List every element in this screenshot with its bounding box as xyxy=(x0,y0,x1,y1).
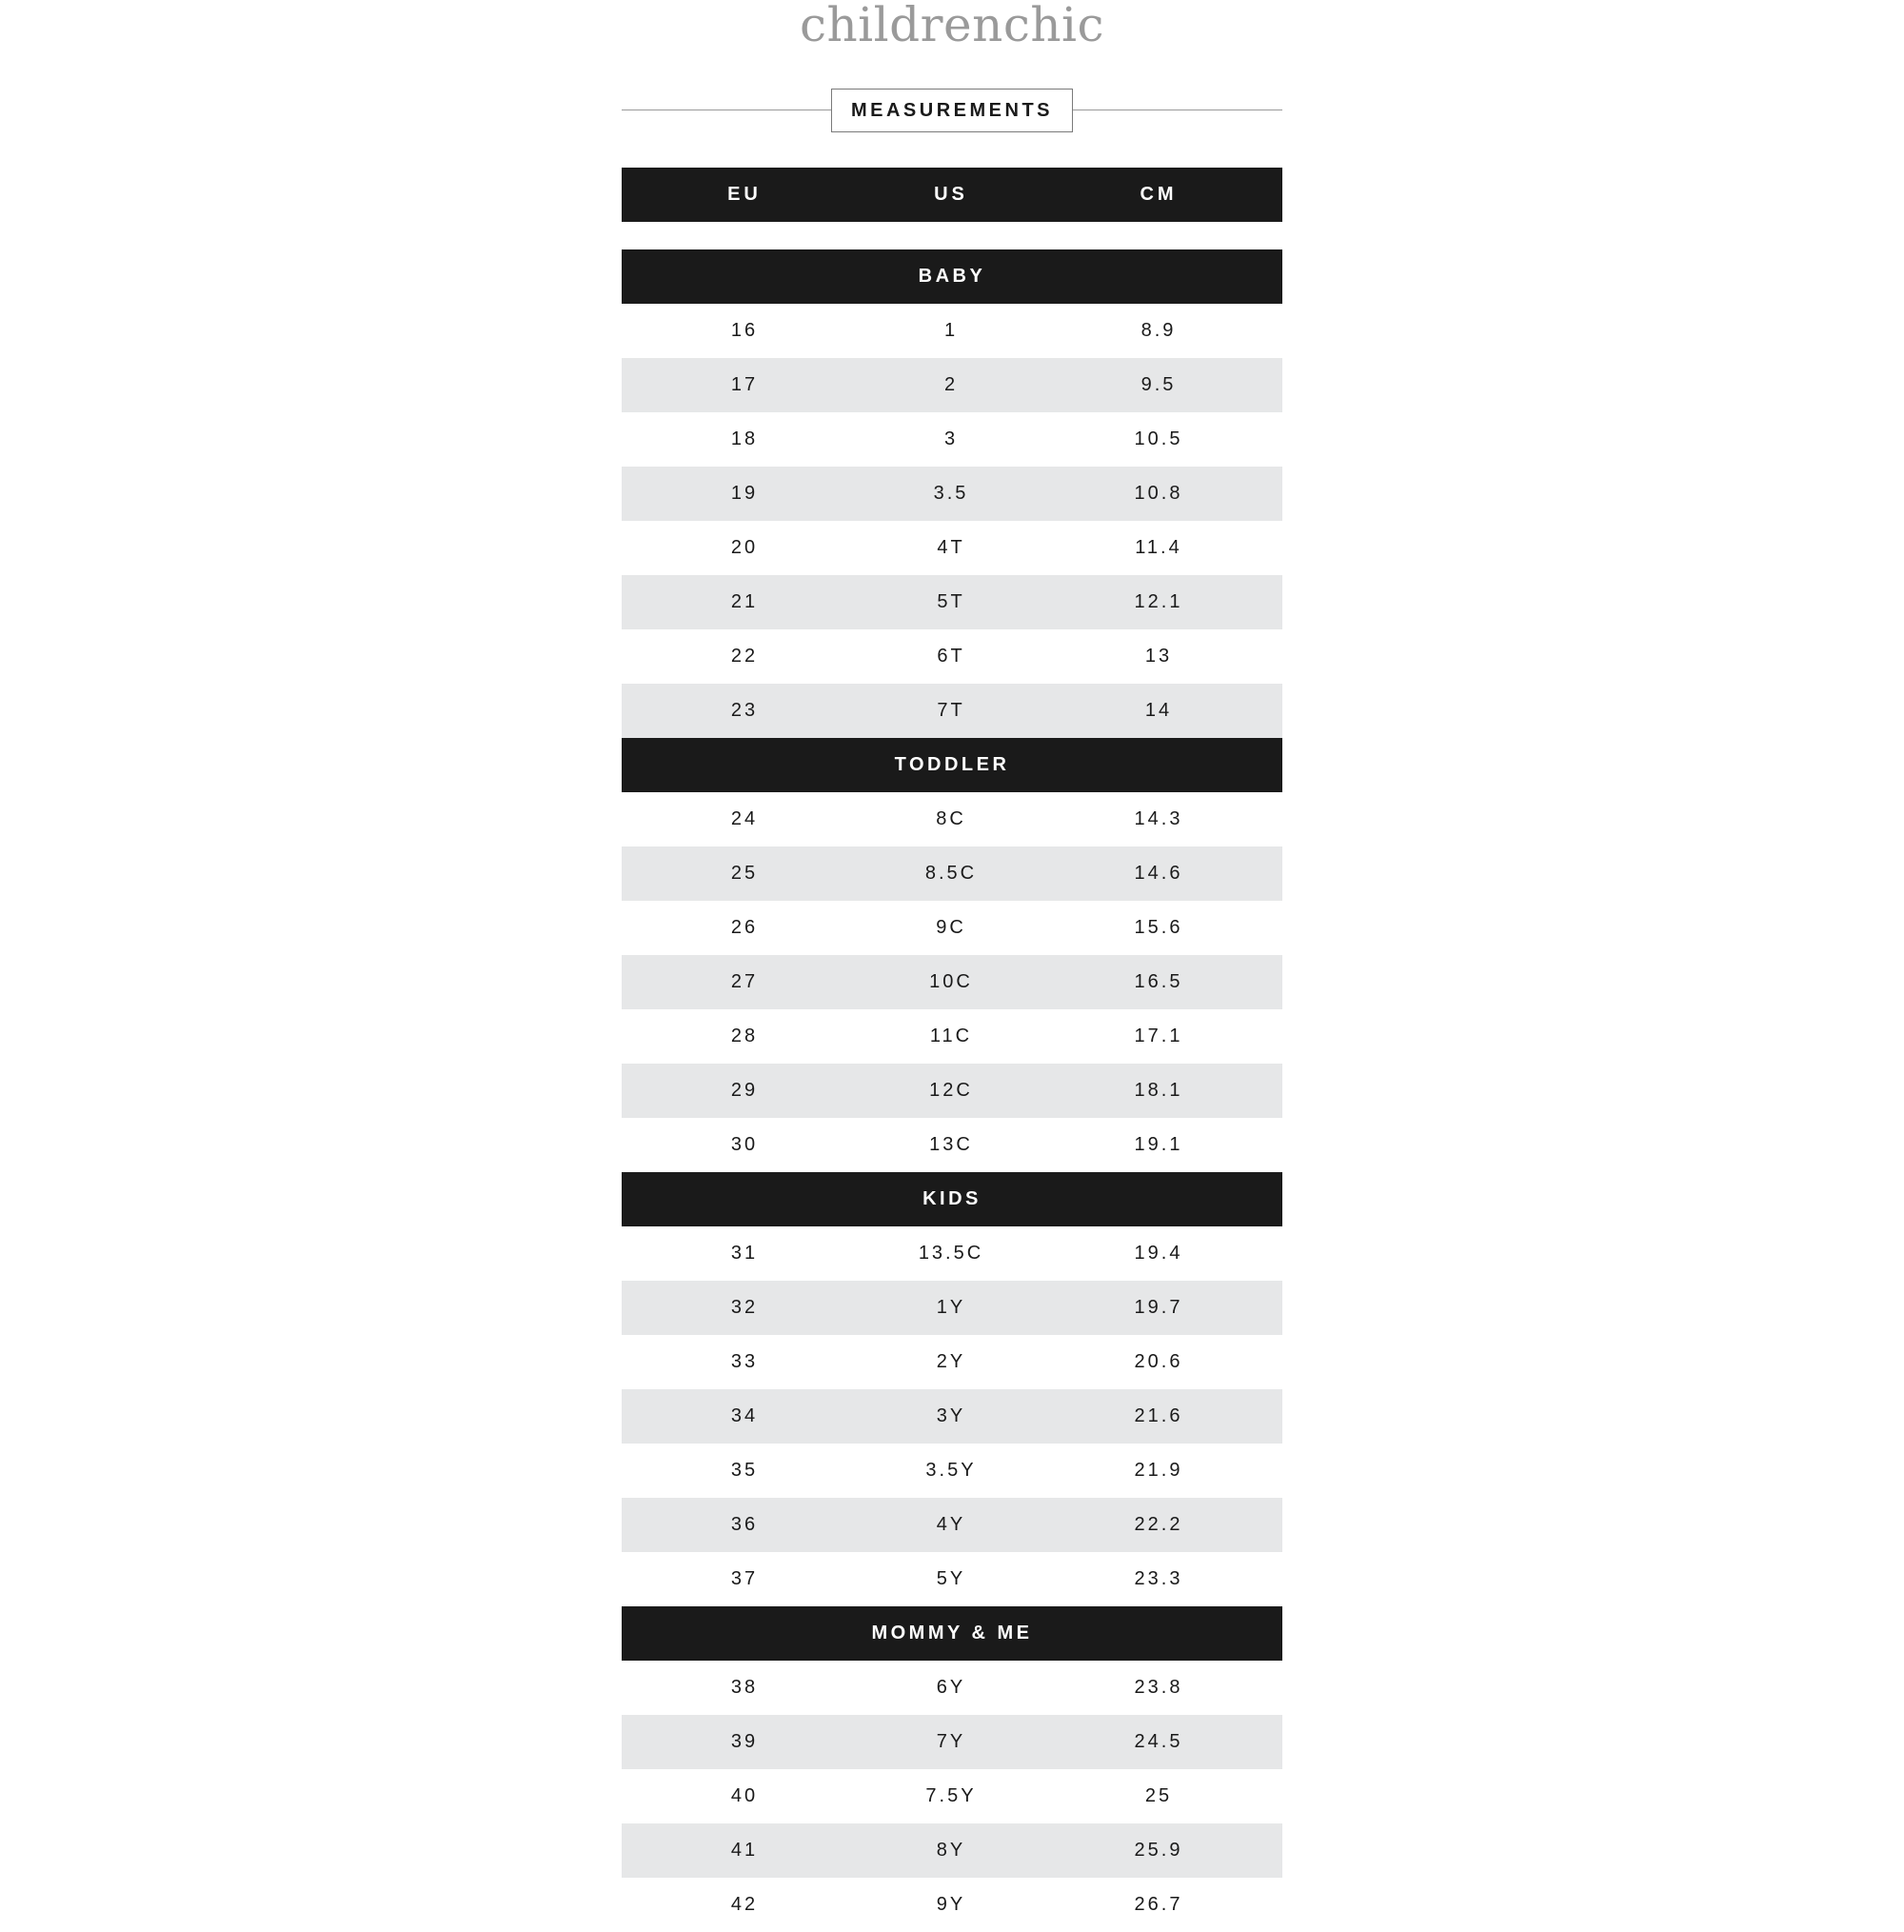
us-size-cell: 7.5Y xyxy=(925,1785,977,1806)
eu-size-cell: 36 xyxy=(730,1514,759,1535)
cm-size-cell: 19.4 xyxy=(1134,1243,1183,1264)
table-row xyxy=(622,1769,1282,1823)
table-row xyxy=(622,1715,1282,1769)
eu-size-cell: 30 xyxy=(730,1134,759,1155)
cm-size-cell: 24.5 xyxy=(1134,1731,1183,1752)
cm-size-cell: 14.6 xyxy=(1134,863,1183,884)
eu-size-cell: 16 xyxy=(730,320,759,341)
us-size-cell: 13.5C xyxy=(918,1243,984,1264)
us-size-cell: 3 xyxy=(943,428,959,449)
eu-size-cell: 22 xyxy=(730,646,759,667)
table-row xyxy=(622,1281,1282,1335)
cm-size-cell: 14.3 xyxy=(1134,808,1183,829)
cm-size-cell: 18.1 xyxy=(1134,1080,1183,1101)
us-size-cell: 11C xyxy=(929,1026,973,1046)
eu-size-cell: 29 xyxy=(730,1080,759,1101)
cm-size-cell: 9.5 xyxy=(1140,374,1177,395)
cm-size-cell: 20.6 xyxy=(1134,1351,1183,1372)
cm-size-cell: 16.5 xyxy=(1134,971,1183,992)
us-size-cell: 6T xyxy=(937,646,965,667)
table-row xyxy=(622,1064,1282,1118)
cm-size-cell: 25.9 xyxy=(1134,1840,1183,1861)
cm-size-cell: 15.6 xyxy=(1134,917,1183,938)
table-row xyxy=(622,1552,1282,1606)
table-row xyxy=(622,792,1282,846)
cm-size-cell: 22.2 xyxy=(1134,1514,1183,1535)
us-size-cell: 1 xyxy=(943,320,959,341)
brand-logo: childrenchic xyxy=(799,0,1105,52)
eu-size-cell: 34 xyxy=(730,1405,759,1426)
cm-size-cell: 17.1 xyxy=(1134,1026,1183,1046)
column-header-us: US xyxy=(934,184,968,205)
section-header-row xyxy=(622,1606,1282,1661)
us-size-cell: 2 xyxy=(943,374,959,395)
eu-size-cell: 32 xyxy=(730,1297,759,1318)
us-size-cell: 8C xyxy=(936,808,966,829)
us-size-cell: 12C xyxy=(929,1080,973,1101)
us-size-cell: 9C xyxy=(936,917,966,938)
us-size-cell: 13C xyxy=(929,1134,973,1155)
cm-size-cell: 8.9 xyxy=(1140,320,1177,341)
eu-size-cell: 20 xyxy=(730,537,759,558)
eu-size-cell: 18 xyxy=(730,428,759,449)
cm-size-cell: 26.7 xyxy=(1134,1894,1183,1915)
table-row xyxy=(622,1823,1282,1878)
us-size-cell: 4Y xyxy=(936,1514,966,1535)
us-size-cell: 10C xyxy=(929,971,973,992)
column-header-cm: CM xyxy=(1140,184,1178,205)
table-row xyxy=(622,412,1282,467)
eu-size-cell: 17 xyxy=(730,374,759,395)
eu-size-cell: 42 xyxy=(730,1894,759,1915)
table-row xyxy=(622,629,1282,684)
us-size-cell: 3.5Y xyxy=(925,1460,977,1481)
cm-size-cell: 23.3 xyxy=(1134,1568,1183,1589)
section-header-row xyxy=(622,1172,1282,1226)
table-row xyxy=(622,1498,1282,1552)
measurements-title-row xyxy=(622,89,1282,132)
table-row xyxy=(622,1661,1282,1715)
table-row xyxy=(622,1335,1282,1389)
eu-size-cell: 19 xyxy=(730,483,759,504)
table-row xyxy=(622,1444,1282,1498)
section-label: TODDLER xyxy=(894,754,1010,775)
table-row xyxy=(622,955,1282,1009)
table-row xyxy=(622,846,1282,901)
cm-size-cell: 25 xyxy=(1144,1785,1173,1806)
section-label: MOMMY & ME xyxy=(871,1623,1033,1643)
table-row xyxy=(622,901,1282,955)
us-size-cell: 3.5 xyxy=(933,483,969,504)
cm-size-cell: 21.9 xyxy=(1134,1460,1183,1481)
eu-size-cell: 28 xyxy=(730,1026,759,1046)
section-header-row xyxy=(622,249,1282,304)
eu-size-cell: 24 xyxy=(730,808,759,829)
cm-size-cell: 23.8 xyxy=(1134,1677,1183,1698)
table-row xyxy=(622,521,1282,575)
eu-size-cell: 27 xyxy=(730,971,759,992)
page-title: MEASUREMENTS xyxy=(831,89,1073,132)
table-row xyxy=(622,467,1282,521)
us-size-cell: 9Y xyxy=(936,1894,966,1915)
eu-size-cell: 35 xyxy=(730,1460,759,1481)
eu-size-cell: 37 xyxy=(730,1568,759,1589)
us-size-cell: 8Y xyxy=(936,1840,966,1861)
table-row xyxy=(622,1118,1282,1172)
eu-size-cell: 21 xyxy=(730,591,759,612)
cm-size-cell: 10.5 xyxy=(1134,428,1183,449)
section-label: BABY xyxy=(918,266,986,287)
table-row xyxy=(622,1878,1282,1932)
us-size-cell: 7T xyxy=(937,700,965,721)
cm-size-cell: 14 xyxy=(1144,700,1173,721)
eu-size-cell: 31 xyxy=(730,1243,759,1264)
table-row xyxy=(622,1009,1282,1064)
cm-size-cell: 12.1 xyxy=(1134,591,1183,612)
us-size-cell: 8.5C xyxy=(924,863,978,884)
us-size-cell: 5T xyxy=(937,591,965,612)
section-label: KIDS xyxy=(922,1188,982,1209)
us-size-cell: 7Y xyxy=(936,1731,966,1752)
us-size-cell: 4T xyxy=(937,537,965,558)
table-row xyxy=(622,684,1282,738)
cm-size-cell: 19.1 xyxy=(1134,1134,1183,1155)
eu-size-cell: 23 xyxy=(730,700,759,721)
eu-size-cell: 41 xyxy=(730,1840,759,1861)
cm-size-cell: 11.4 xyxy=(1135,537,1182,558)
table-row xyxy=(622,1389,1282,1444)
us-size-cell: 2Y xyxy=(936,1351,966,1372)
table-row xyxy=(622,304,1282,358)
table-row xyxy=(622,575,1282,629)
table-header-row xyxy=(622,168,1282,222)
eu-size-cell: 26 xyxy=(730,917,759,938)
size-chart-table xyxy=(622,168,1282,1932)
table-row xyxy=(622,358,1282,412)
table-row xyxy=(622,1226,1282,1281)
cm-size-cell: 10.8 xyxy=(1134,483,1183,504)
cm-size-cell: 19.7 xyxy=(1134,1297,1183,1318)
section-header-row xyxy=(622,738,1282,792)
eu-size-cell: 39 xyxy=(730,1731,759,1752)
us-size-cell: 5Y xyxy=(936,1568,966,1589)
column-header-eu: EU xyxy=(727,184,762,205)
us-size-cell: 1Y xyxy=(936,1297,966,1318)
us-size-cell: 6Y xyxy=(936,1677,966,1698)
us-size-cell: 3Y xyxy=(936,1405,966,1426)
eu-size-cell: 25 xyxy=(730,863,759,884)
eu-size-cell: 40 xyxy=(730,1785,759,1806)
cm-size-cell: 13 xyxy=(1144,646,1173,667)
cm-size-cell: 21.6 xyxy=(1134,1405,1183,1426)
eu-size-cell: 38 xyxy=(730,1677,759,1698)
eu-size-cell: 33 xyxy=(730,1351,759,1372)
